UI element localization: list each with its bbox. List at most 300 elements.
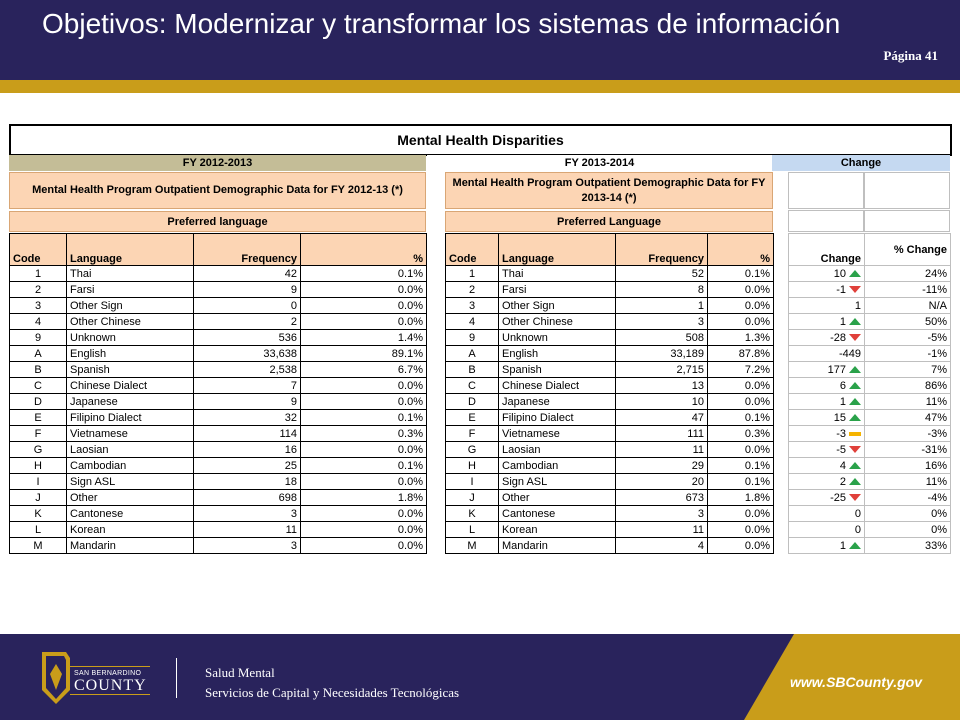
- cell-frequency: 3: [616, 314, 708, 330]
- table-row: [789, 410, 951, 426]
- cell-percent: 0.3%: [301, 426, 427, 442]
- change-value: 15: [833, 411, 846, 424]
- cell-percent: 0.0%: [708, 298, 774, 314]
- cell-pct-change: -1%: [865, 346, 951, 362]
- cell-percent: 0.0%: [301, 394, 427, 410]
- cell-frequency: 10: [616, 394, 708, 410]
- change-value: 177: [827, 363, 846, 376]
- change-value: 1: [839, 539, 846, 552]
- cell-language: Cantonese: [499, 506, 616, 522]
- cell-percent: 0.1%: [301, 266, 427, 282]
- table-row: [789, 330, 951, 346]
- cell-pct-change: 16%: [865, 458, 951, 474]
- cell-percent: 1.3%: [708, 330, 774, 346]
- cell-language: Sign ASL: [499, 474, 616, 490]
- header-pct-change: % Change: [865, 234, 951, 266]
- header-percent: %: [301, 234, 427, 266]
- table-row: [789, 490, 951, 506]
- table-row: [446, 458, 774, 474]
- trend-up-icon: [849, 478, 861, 485]
- cell-code: I: [446, 474, 499, 490]
- cell-frequency: 2,538: [194, 362, 301, 378]
- cell-code: K: [446, 506, 499, 522]
- table-row: [10, 298, 427, 314]
- trend-up-icon: [849, 318, 861, 325]
- fy1-label: FY 2012-2013: [9, 155, 426, 171]
- cell-frequency: 29: [616, 458, 708, 474]
- header-language: Language: [67, 234, 194, 266]
- cell-language: English: [499, 346, 616, 362]
- trend-up-icon: [849, 542, 861, 549]
- table-row: [446, 314, 774, 330]
- cell-frequency: 47: [616, 410, 708, 426]
- cell-language: English: [67, 346, 194, 362]
- change-value: 2: [839, 475, 846, 488]
- cell-frequency: 114: [194, 426, 301, 442]
- cell-language: Korean: [67, 522, 194, 538]
- change-value: 10: [833, 267, 846, 280]
- trend-up-icon: [849, 270, 861, 277]
- cell-percent: 0.0%: [708, 442, 774, 458]
- cell-code: L: [446, 522, 499, 538]
- cell-pct-change: 11%: [865, 474, 951, 490]
- cell-percent: 1.4%: [301, 330, 427, 346]
- cell-change: [789, 378, 865, 394]
- table-row: [10, 378, 427, 394]
- cell-code: 3: [10, 298, 67, 314]
- cell-language: Laosian: [67, 442, 194, 458]
- cell-code: D: [446, 394, 499, 410]
- cell-change: [789, 362, 865, 378]
- cell-percent: 1.8%: [708, 490, 774, 506]
- fy2-program-text: Mental Health Program Outpatient Demographic Data for FY 2013-14 (*): [452, 176, 766, 204]
- cell-percent: 0.1%: [708, 474, 774, 490]
- cell-language: Other: [499, 490, 616, 506]
- cell-percent: 0.1%: [708, 410, 774, 426]
- cell-code: G: [446, 442, 499, 458]
- fy2-table: [445, 233, 774, 554]
- cell-change: [789, 490, 865, 506]
- change-value: 4: [839, 459, 846, 472]
- cell-percent: 0.0%: [301, 522, 427, 538]
- table-row: [446, 362, 774, 378]
- change-value: 1: [839, 315, 846, 328]
- table-row: [789, 522, 951, 538]
- cell-change: [789, 346, 865, 362]
- cell-language: Other Chinese: [67, 314, 194, 330]
- cell-code: 1: [446, 266, 499, 282]
- cell-frequency: 111: [616, 426, 708, 442]
- cell-code: I: [10, 474, 67, 490]
- cell-percent: 0.0%: [708, 506, 774, 522]
- trend-up-icon: [849, 398, 861, 405]
- change-table: [788, 233, 951, 554]
- table-row: [446, 298, 774, 314]
- table-row: [446, 378, 774, 394]
- cell-code: A: [10, 346, 67, 362]
- cell-frequency: 3: [194, 538, 301, 554]
- cell-percent: 0.0%: [301, 378, 427, 394]
- cell-percent: 0.0%: [301, 282, 427, 298]
- table-row: [10, 442, 427, 458]
- cell-code: 4: [446, 314, 499, 330]
- change-grid-cell: [788, 172, 864, 209]
- cell-language: Other Chinese: [499, 314, 616, 330]
- cell-language: Chinese Dialect: [67, 378, 194, 394]
- table-row: [446, 474, 774, 490]
- cell-code: F: [10, 426, 67, 442]
- cell-percent: 0.0%: [708, 314, 774, 330]
- table-row: [10, 266, 427, 282]
- cell-frequency: 3: [616, 506, 708, 522]
- cell-percent: 0.0%: [708, 394, 774, 410]
- cell-language: Vietnamese: [67, 426, 194, 442]
- table-row: [789, 378, 951, 394]
- cell-code: C: [10, 378, 67, 394]
- change-grid-cell: [864, 210, 950, 232]
- trend-up-icon: [849, 414, 861, 421]
- fy1-program-header: [9, 172, 426, 209]
- cell-code: K: [10, 506, 67, 522]
- cell-pct-change: 50%: [865, 314, 951, 330]
- cell-change: [789, 474, 865, 490]
- table-row: [446, 282, 774, 298]
- header-language: Language: [499, 234, 616, 266]
- cell-pct-change: 0%: [865, 522, 951, 538]
- cell-language: Mandarin: [499, 538, 616, 554]
- cell-percent: 1.8%: [301, 490, 427, 506]
- table-row: [10, 346, 427, 362]
- subdept-name: Servicios de Capital y Necesidades Tecnológicas: [205, 685, 460, 700]
- cell-code: 3: [446, 298, 499, 314]
- cell-frequency: 33,189: [616, 346, 708, 362]
- table-row: [446, 490, 774, 506]
- cell-language: Chinese Dialect: [499, 378, 616, 394]
- table-row: [446, 522, 774, 538]
- table-row: [789, 506, 951, 522]
- header-percent: %: [708, 234, 774, 266]
- table-row: [789, 314, 951, 330]
- table-row: [789, 474, 951, 490]
- table-row: [789, 426, 951, 442]
- cell-frequency: 11: [194, 522, 301, 538]
- cell-frequency: 25: [194, 458, 301, 474]
- cell-pct-change: -31%: [865, 442, 951, 458]
- cell-percent: 0.1%: [301, 410, 427, 426]
- fy1-table: [9, 233, 427, 554]
- cell-language: Korean: [499, 522, 616, 538]
- cell-percent: 0.0%: [708, 378, 774, 394]
- cell-language: Other: [67, 490, 194, 506]
- cell-pct-change: 86%: [865, 378, 951, 394]
- trend-flat-icon: [849, 432, 861, 436]
- cell-code: L: [10, 522, 67, 538]
- header-frequency: Frequency: [616, 234, 708, 266]
- cell-code: B: [446, 362, 499, 378]
- cell-language: Vietnamese: [499, 426, 616, 442]
- cell-pct-change: N/A: [865, 298, 951, 314]
- change-value: 6: [839, 379, 846, 392]
- cell-code: 9: [446, 330, 499, 346]
- cell-code: B: [10, 362, 67, 378]
- trend-down-icon: [849, 334, 861, 341]
- table-row: [446, 266, 774, 282]
- cell-pct-change: -11%: [865, 282, 951, 298]
- cell-percent: 0.0%: [708, 538, 774, 554]
- change-value: 0: [854, 507, 861, 520]
- header-frequency: Frequency: [194, 234, 301, 266]
- cell-percent: 0.3%: [708, 426, 774, 442]
- cell-percent: 89.1%: [301, 346, 427, 362]
- cell-change: [789, 330, 865, 346]
- trend-up-icon: [849, 382, 861, 389]
- trend-up-icon: [849, 462, 861, 469]
- cell-language: Laosian: [499, 442, 616, 458]
- cell-code: M: [446, 538, 499, 554]
- logo-main-text: COUNTY: [74, 677, 147, 694]
- table-row: [10, 522, 427, 538]
- cell-percent: 87.8%: [708, 346, 774, 362]
- cell-language: Japanese: [499, 394, 616, 410]
- trend-down-icon: [849, 494, 861, 501]
- cell-percent: 0.0%: [301, 506, 427, 522]
- cell-frequency: 2: [194, 314, 301, 330]
- cell-code: 2: [10, 282, 67, 298]
- table-row: [446, 426, 774, 442]
- cell-language: Spanish: [499, 362, 616, 378]
- cell-pct-change: -4%: [865, 490, 951, 506]
- cell-frequency: 52: [616, 266, 708, 282]
- cell-pct-change: 11%: [865, 394, 951, 410]
- cell-change: [789, 522, 865, 538]
- cell-language: Japanese: [67, 394, 194, 410]
- footer-divider: [176, 658, 177, 698]
- table-row: [789, 442, 951, 458]
- cell-code: E: [446, 410, 499, 426]
- cell-change: [789, 506, 865, 522]
- header-change: Change: [789, 234, 865, 266]
- fy1-program-text: Mental Health Program Outpatient Demographic Data for FY 2012-13 (*): [32, 184, 403, 196]
- cell-pct-change: 33%: [865, 538, 951, 554]
- cell-percent: 0.0%: [301, 442, 427, 458]
- cell-frequency: 33,638: [194, 346, 301, 362]
- cell-frequency: 536: [194, 330, 301, 346]
- table-row: [10, 474, 427, 490]
- cell-frequency: 698: [194, 490, 301, 506]
- cell-language: Mandarin: [67, 538, 194, 554]
- cell-frequency: 7: [194, 378, 301, 394]
- slide-title: Objetivos: Modernizar y transformar los sistemas de información: [42, 8, 841, 39]
- table-row: [10, 490, 427, 506]
- dept-name: Salud Mental: [205, 665, 275, 680]
- cell-code: 9: [10, 330, 67, 346]
- cell-code: M: [10, 538, 67, 554]
- cell-frequency: 3: [194, 506, 301, 522]
- county-logo: [36, 650, 156, 706]
- cell-percent: 0.0%: [708, 282, 774, 298]
- cell-percent: 0.0%: [301, 298, 427, 314]
- change-grid-cell: [864, 172, 950, 209]
- table-row: [446, 538, 774, 554]
- table-row: [10, 282, 427, 298]
- table-row: [446, 330, 774, 346]
- table-row: [10, 410, 427, 426]
- cell-language: Cambodian: [67, 458, 194, 474]
- table-row: [446, 346, 774, 362]
- table-row: [446, 410, 774, 426]
- cell-frequency: 13: [616, 378, 708, 394]
- cell-percent: 0.0%: [301, 314, 427, 330]
- cell-change: [789, 426, 865, 442]
- cell-percent: 0.0%: [708, 522, 774, 538]
- change-value: 1: [839, 395, 846, 408]
- county-website-link[interactable]: www.SBCounty.gov: [790, 674, 922, 690]
- cell-percent: 7.2%: [708, 362, 774, 378]
- header-stripe: [0, 80, 960, 93]
- cell-pct-change: 24%: [865, 266, 951, 282]
- cell-pct-change: -5%: [865, 330, 951, 346]
- change-value: 0: [854, 523, 861, 536]
- cell-percent: 0.0%: [301, 538, 427, 554]
- cell-language: Sign ASL: [67, 474, 194, 490]
- cell-language: Farsi: [499, 282, 616, 298]
- table-row: [789, 538, 951, 554]
- cell-frequency: 16: [194, 442, 301, 458]
- table-row: [789, 282, 951, 298]
- cell-code: 1: [10, 266, 67, 282]
- cell-change: [789, 458, 865, 474]
- table-title: Mental Health Disparities: [9, 124, 952, 156]
- logo-top-text: SAN BERNARDINO: [74, 670, 142, 677]
- cell-percent: 0.1%: [708, 458, 774, 474]
- cell-percent: 0.1%: [708, 266, 774, 282]
- table-row: [446, 506, 774, 522]
- change-value: -25: [830, 491, 846, 504]
- table-row: [446, 394, 774, 410]
- fy1-pref-header: Preferred language: [9, 211, 426, 232]
- table-row: [10, 458, 427, 474]
- table-row: [10, 314, 427, 330]
- change-grid-cell: [788, 210, 864, 232]
- cell-frequency: 2,715: [616, 362, 708, 378]
- change-value: -1: [836, 283, 846, 296]
- cell-change: [789, 410, 865, 426]
- cell-percent: 6.7%: [301, 362, 427, 378]
- change-value: -28: [830, 331, 846, 344]
- cell-language: Unknown: [67, 330, 194, 346]
- cell-code: H: [446, 458, 499, 474]
- cell-change: [789, 266, 865, 282]
- footer-department: [205, 663, 459, 703]
- table-row: [10, 506, 427, 522]
- cell-language: Cambodian: [499, 458, 616, 474]
- cell-frequency: 9: [194, 394, 301, 410]
- table-row: [10, 362, 427, 378]
- cell-language: Filipino Dialect: [499, 410, 616, 426]
- table-row: [10, 538, 427, 554]
- table-row: [789, 346, 951, 362]
- table-row: [789, 298, 951, 314]
- cell-code: 4: [10, 314, 67, 330]
- cell-pct-change: 7%: [865, 362, 951, 378]
- cell-code: E: [10, 410, 67, 426]
- cell-change: [789, 282, 865, 298]
- cell-frequency: 20: [616, 474, 708, 490]
- table-row: [10, 330, 427, 346]
- disparities-table-image: [9, 124, 952, 576]
- cell-change: [789, 394, 865, 410]
- trend-up-icon: [849, 366, 861, 373]
- change-value: -449: [838, 347, 861, 360]
- cell-language: Other Sign: [499, 298, 616, 314]
- cell-code: J: [10, 490, 67, 506]
- cell-code: H: [10, 458, 67, 474]
- cell-language: Farsi: [67, 282, 194, 298]
- cell-frequency: 508: [616, 330, 708, 346]
- cell-change: [789, 314, 865, 330]
- fy2-label: FY 2013-2014: [427, 155, 772, 171]
- cell-frequency: 1: [616, 298, 708, 314]
- table-row: [789, 362, 951, 378]
- cell-code: F: [446, 426, 499, 442]
- cell-percent: 0.0%: [301, 474, 427, 490]
- cell-frequency: 0: [194, 298, 301, 314]
- table-row: [789, 458, 951, 474]
- cell-language: Spanish: [67, 362, 194, 378]
- header-code: Code: [446, 234, 499, 266]
- change-value: 1: [854, 299, 861, 312]
- trend-down-icon: [849, 286, 861, 293]
- trend-down-icon: [849, 446, 861, 453]
- header-code: Code: [10, 234, 67, 266]
- cell-frequency: 32: [194, 410, 301, 426]
- cell-language: Other Sign: [67, 298, 194, 314]
- cell-frequency: 42: [194, 266, 301, 282]
- cell-frequency: 18: [194, 474, 301, 490]
- cell-frequency: 4: [616, 538, 708, 554]
- cell-frequency: 11: [616, 442, 708, 458]
- cell-language: Thai: [499, 266, 616, 282]
- page-number: Página 41: [883, 48, 938, 63]
- cell-language: Unknown: [499, 330, 616, 346]
- fy2-pref-header: Preferred Language: [445, 211, 773, 232]
- cell-frequency: 8: [616, 282, 708, 298]
- cell-pct-change: 47%: [865, 410, 951, 426]
- change-value: -5: [836, 443, 846, 456]
- cell-pct-change: -3%: [865, 426, 951, 442]
- table-row: [10, 426, 427, 442]
- change-label: Change: [772, 155, 950, 171]
- table-row: [10, 394, 427, 410]
- cell-language: Cantonese: [67, 506, 194, 522]
- change-value: -3: [836, 427, 846, 440]
- cell-frequency: 9: [194, 282, 301, 298]
- cell-language: Filipino Dialect: [67, 410, 194, 426]
- cell-code: C: [446, 378, 499, 394]
- cell-code: G: [10, 442, 67, 458]
- cell-pct-change: 0%: [865, 506, 951, 522]
- fy2-program-header: [445, 172, 773, 209]
- cell-code: 2: [446, 282, 499, 298]
- cell-change: [789, 442, 865, 458]
- table-row: [446, 442, 774, 458]
- cell-percent: 0.1%: [301, 458, 427, 474]
- cell-change: [789, 298, 865, 314]
- table-row: [789, 394, 951, 410]
- cell-code: A: [446, 346, 499, 362]
- cell-change: [789, 538, 865, 554]
- cell-frequency: 673: [616, 490, 708, 506]
